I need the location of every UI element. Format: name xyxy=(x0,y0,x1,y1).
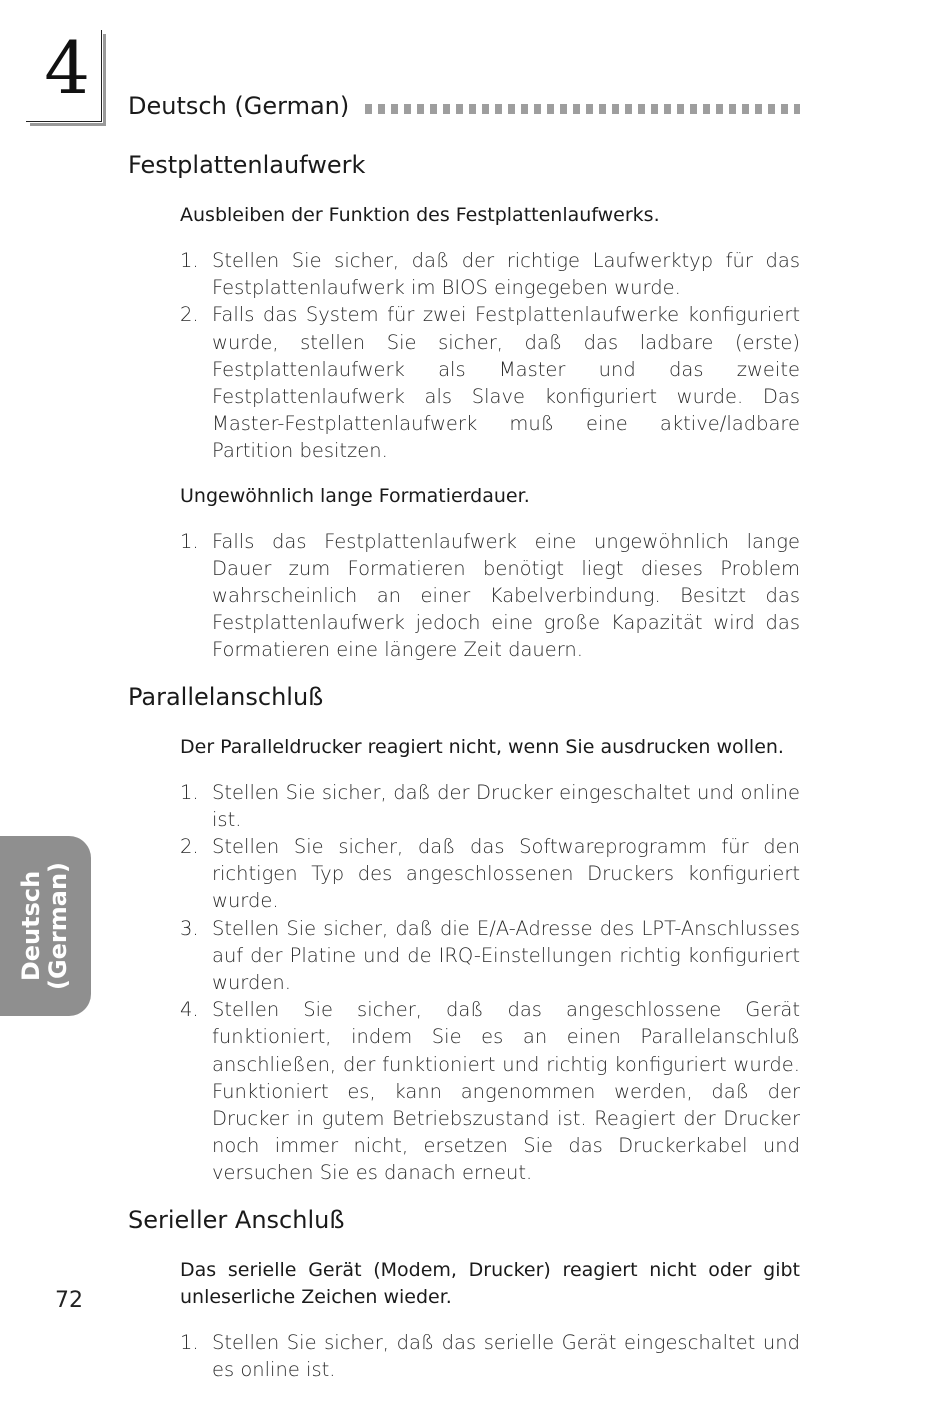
side-tab-line1: Deutsch xyxy=(17,870,46,982)
section-title: Parallelanschluß xyxy=(128,682,324,711)
subsection-heading: Ausbleiben der Funktion des Festplattenlaufwerks. xyxy=(180,204,660,226)
list-item-text: Falls das Festplattenlaufwerk eine ungewöhnlich lange Dauer zum Formatieren benötigt liegt dieses Problem wahrscheinlich an einer Kabelverbindung. Besitzt das Festplattenlaufwerk jedoch eine große Kapazität wird das Formatieren eine längere Zeit dauern. xyxy=(212,529,800,662)
list-item xyxy=(180,247,800,301)
list-item xyxy=(180,1329,800,1383)
language-side-tab xyxy=(0,836,91,1016)
list-item xyxy=(180,996,800,1186)
running-head-title: Deutsch (German) xyxy=(128,92,350,120)
section-title: Serieller Anschluß xyxy=(128,1205,345,1234)
list-item-text: Stellen Sie sicher, daß die E/A-Adresse des LPT-Anschlusses auf der Platine und de IRQ-Einstellungen richtig konfiguriert wurden. xyxy=(212,916,800,995)
side-tab-label xyxy=(19,862,73,990)
side-tab-line2: (German) xyxy=(44,861,73,991)
page-content xyxy=(128,150,800,1401)
list-item-text: Stellen Sie sicher, daß der richtige Laufwerktyp für das Festplattenlaufwerk im BIOS eingegeben wurde. xyxy=(212,249,800,300)
list-item-text: Stellen Sie sicher, daß der Drucker eingeschaltet und online ist. xyxy=(212,780,800,831)
list-item-number: 1. xyxy=(180,529,199,553)
list-item xyxy=(180,528,800,664)
subsection-heading: Der Paralleldrucker reagiert nicht, wenn Sie ausdrucken wollen. xyxy=(180,735,784,758)
numbered-list xyxy=(180,1329,800,1383)
list-item-text: Stellen Sie sicher, daß das serielle Gerät eingeschaltet und es online ist. xyxy=(212,1330,800,1381)
list-item-number: 2. xyxy=(180,835,199,859)
page-number: 72 xyxy=(55,1288,83,1313)
list-item-text: Falls das System für zwei Festplattenlaufwerke konfiguriert wurde, stellen Sie sicher, daß das ladbare (erste) Festplattenlaufwerk als Master und das zweite Festplattenlaufwerk als Slave konfiguriert wurde. Das Master-Festplattenlaufwerk muß eine aktive/ladbare Partition besitzen. xyxy=(212,303,800,463)
section-parallelanschluss xyxy=(128,682,800,1187)
list-item xyxy=(180,779,800,833)
subsection-heading: Das serielle Gerät (Modem, Drucker) reagiert nicht oder gibt unleserliche Zeichen wieder. xyxy=(180,1258,800,1308)
running-head xyxy=(128,92,800,120)
list-item-number: 2. xyxy=(180,303,199,327)
section-festplattenlaufwerk xyxy=(128,150,800,664)
numbered-list xyxy=(180,528,800,664)
list-item-number: 1. xyxy=(180,249,199,272)
section-title: Festplattenlaufwerk xyxy=(128,151,366,179)
list-item-number: 1. xyxy=(180,780,199,804)
list-item xyxy=(180,301,800,464)
list-item-number: 1. xyxy=(180,1330,199,1354)
chapter-marker xyxy=(26,26,102,122)
list-item-number: 3. xyxy=(180,916,199,940)
numbered-list xyxy=(180,779,800,1187)
chapter-number: 4 xyxy=(44,26,90,110)
dot-leader xyxy=(365,104,800,114)
list-item-text: Stellen Sie sicher, daß das angeschlossene Gerät funktioniert, indem Sie es an einen Parallelanschluß anschließen, der funktioniert und richtig konfiguriert wurde. Funktioniert es, kann angenommen werden, daß der Drucker in gutem Betriebszustand ist. Reagiert der Drucker noch immer nicht, ersetzen Sie das Druckerkabel und versuchen Sie es danach erneut. xyxy=(212,998,800,1185)
list-item xyxy=(180,833,800,915)
list-item xyxy=(180,915,800,997)
list-item-text: Stellen Sie sicher, daß das Softwareprogramm für den richtigen Typ des angeschlossenen Druckers konfiguriert wurde. xyxy=(212,835,800,913)
section-serieller-anschluss xyxy=(128,1205,800,1383)
numbered-list xyxy=(180,247,800,465)
list-item-number: 4. xyxy=(180,998,199,1022)
subsection-heading: Ungewöhnlich lange Formatierdauer. xyxy=(180,484,530,507)
